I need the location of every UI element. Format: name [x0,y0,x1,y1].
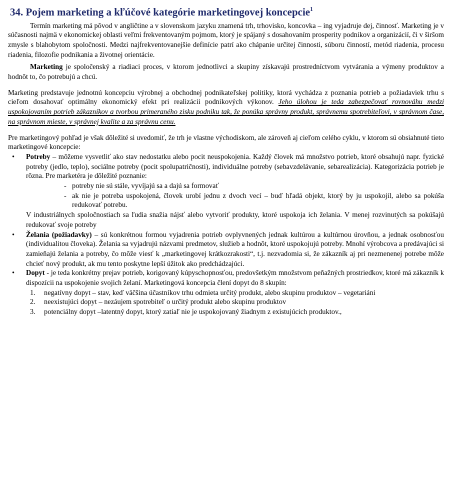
bullet-zelania [8,231,444,270]
concepts-intro: Pre marketingový pohľad je však dôležité si uvedomiť, že trh je vlastne východiskom, ale zároveň aj cieľom celého cyklu, v ktorom sú obsiahnuté tieto marketingové koncepcie: [8,133,444,152]
section-title [8,4,444,20]
term-zelania: Želania (požiadavky) [26,230,92,239]
item-number: 1. [30,288,36,297]
item-text: potenciálny dopyt –latentný dopyt, ktorý zatiaľ nie je uspokojovaný žiadnym z existujúcich produktov., [44,308,342,317]
dopyt-item [8,308,444,318]
item-number: 3. [30,308,36,317]
bullet-potreby [8,153,444,182]
document-page [8,4,444,318]
definition-text: je spoločenský a riadiaci proces, v ktorom jednotlivci a skupiny získavajú prostredníctvom vytvárania a výmeny produktov a hodnôt to, čo potrebujú a chcú. [8,63,444,82]
potreby-after-text: V industriálnych spoločnostiach sa ľudia snažia nájsť alebo vytvoriť produkty, ktoré uspokoja ich želania. V menej rozvinutých sa pokúšajú redukovať svoje potreby [26,211,444,229]
item-text: neexistujúci dopyt – nezáujem spotrebiteľ o určitý produkt alebo skupinu produktov [44,298,287,307]
dopyt-item [8,298,444,308]
bullet-icon: • [12,230,15,239]
concept-text: Marketing predstavuje jednotnú koncepciu výrobnej a obchodnej podnikateľskej politiky, ktorá vychádza z poznania potrieb a požiadaviek trhu s cieľom dosahovať optimálny ekonomický efekt pri realizácii podnikových výkonov. [8,88,444,107]
definition-term: Marketing [30,63,63,72]
item-text: negatívny dopyt – stav, keď väčšina účastníkov trhu odmieta určitý produkt, alebo skupinu produktov – vegetariáni [44,288,376,297]
dash-icon: - [64,182,67,191]
term-potreby: Potreby [26,152,51,161]
bullet-icon: • [12,152,15,161]
concept-paragraph [8,89,444,128]
footnote-ref: 1 [310,7,314,13]
definition-paragraph [8,63,444,82]
title-text: 34. Pojem marketing a kľúčové kategórie marketingovej koncepcie [10,7,311,19]
sub-item-text: ak nie je potreba uspokojená, človek urobí jednu z dvoch vecí – buď hľadá objekt, ktorý by ju uspokojil, alebo sa pokúša redukovať potrebu. [72,191,444,210]
potreby-text: – môžeme vysvetliť ako stav nedostatku alebo pocit neuspokojenia. Každý človek má množstvo potrieb, ktoré obsahujú napr. fyzické potreby (jedlo, teplo), sociálne potreby (pocit spolupatričnosti), individuálne potreby (sebavzdelávanie, sebarealizácia). Kategorizácia potrieb je rôzna. Pre marketéra je dôležité poznanie: [26,152,444,181]
potreby-sub-item [8,182,444,192]
bullet-icon: • [12,269,15,278]
potreby-after [8,211,444,230]
term-dopyt: Dopyt [26,269,45,278]
dopyt-text: - je teda konkrétny prejav potrieb, korigovaný kúpyschopnosťou, predovšetkým množstvom peňažných prostriedkov, ktoré má zákazník k dispozícii na uspokojenie svojich želaní. Marketingová koncepcia člení dopyt do 8 skupín: [26,269,444,288]
dash-icon: - [64,191,67,200]
intro-paragraph: Termín marketing má pôvod v angličtine a v slovenskom jazyku znamená trh, trhovisko, koncovka – ing vyjadruje dej, činnosť. Marketing je v súčasnosti najmä v ekonomickej oblasti veľmi frekventovaným pojmom, ktorý je spájaný s dosahovaním prosperity podnikov a organizácií, či v širšom zmysle s blahobytom spoločnosti. Medzi najfrekventovanejšie definície patrí ako chápanie určitej činnosti, súboru činností, metód riadenia, procesu riadenia, filozofie podnikania a životnej orientácie. [8,21,444,59]
item-number: 2. [30,298,36,307]
zelania-text: – sú konkrétnou formou vyjadrenia potrieb ovplyvnených jednak kultúrou a kultúrnou úrovňou, a jednak osobnosťou (individualitou človeka). Želania sa vyjadrujú názvami predmetov, služieb a hodnôt, ktoré uspokojujú potreby. Mnohí výrobcova a predávajúci si zamieňajú želania a potreby, čo môže viesť k „marketingovej krátkozrakosti“, t.j. nezvadomia si, že zákazník aj pri nezmenenej potrebe môže chcieť nový produkt, ak mu tento poskytne lepší úžitok ako predchádzajúci. [26,230,444,268]
sub-item-text: potreby nie sú stále, vyvíjajú sa a dajú sa formovať [72,182,219,191]
potreby-sub-item [8,192,444,211]
dopyt-item [8,289,444,299]
concept-underlined: Jeho úlohou je teda zabezpečovať rovnováhu medzi uspokojovaním potrieb zákazníkov a tvorbou primeraného zisku podniku tak, že ponúka správny produkt, správnemu spotrebiteľovi, v správnom čase, na správnom mieste, v správnej kvalite a za správnu cenu. [8,98,444,126]
bullet-dopyt [8,269,444,288]
